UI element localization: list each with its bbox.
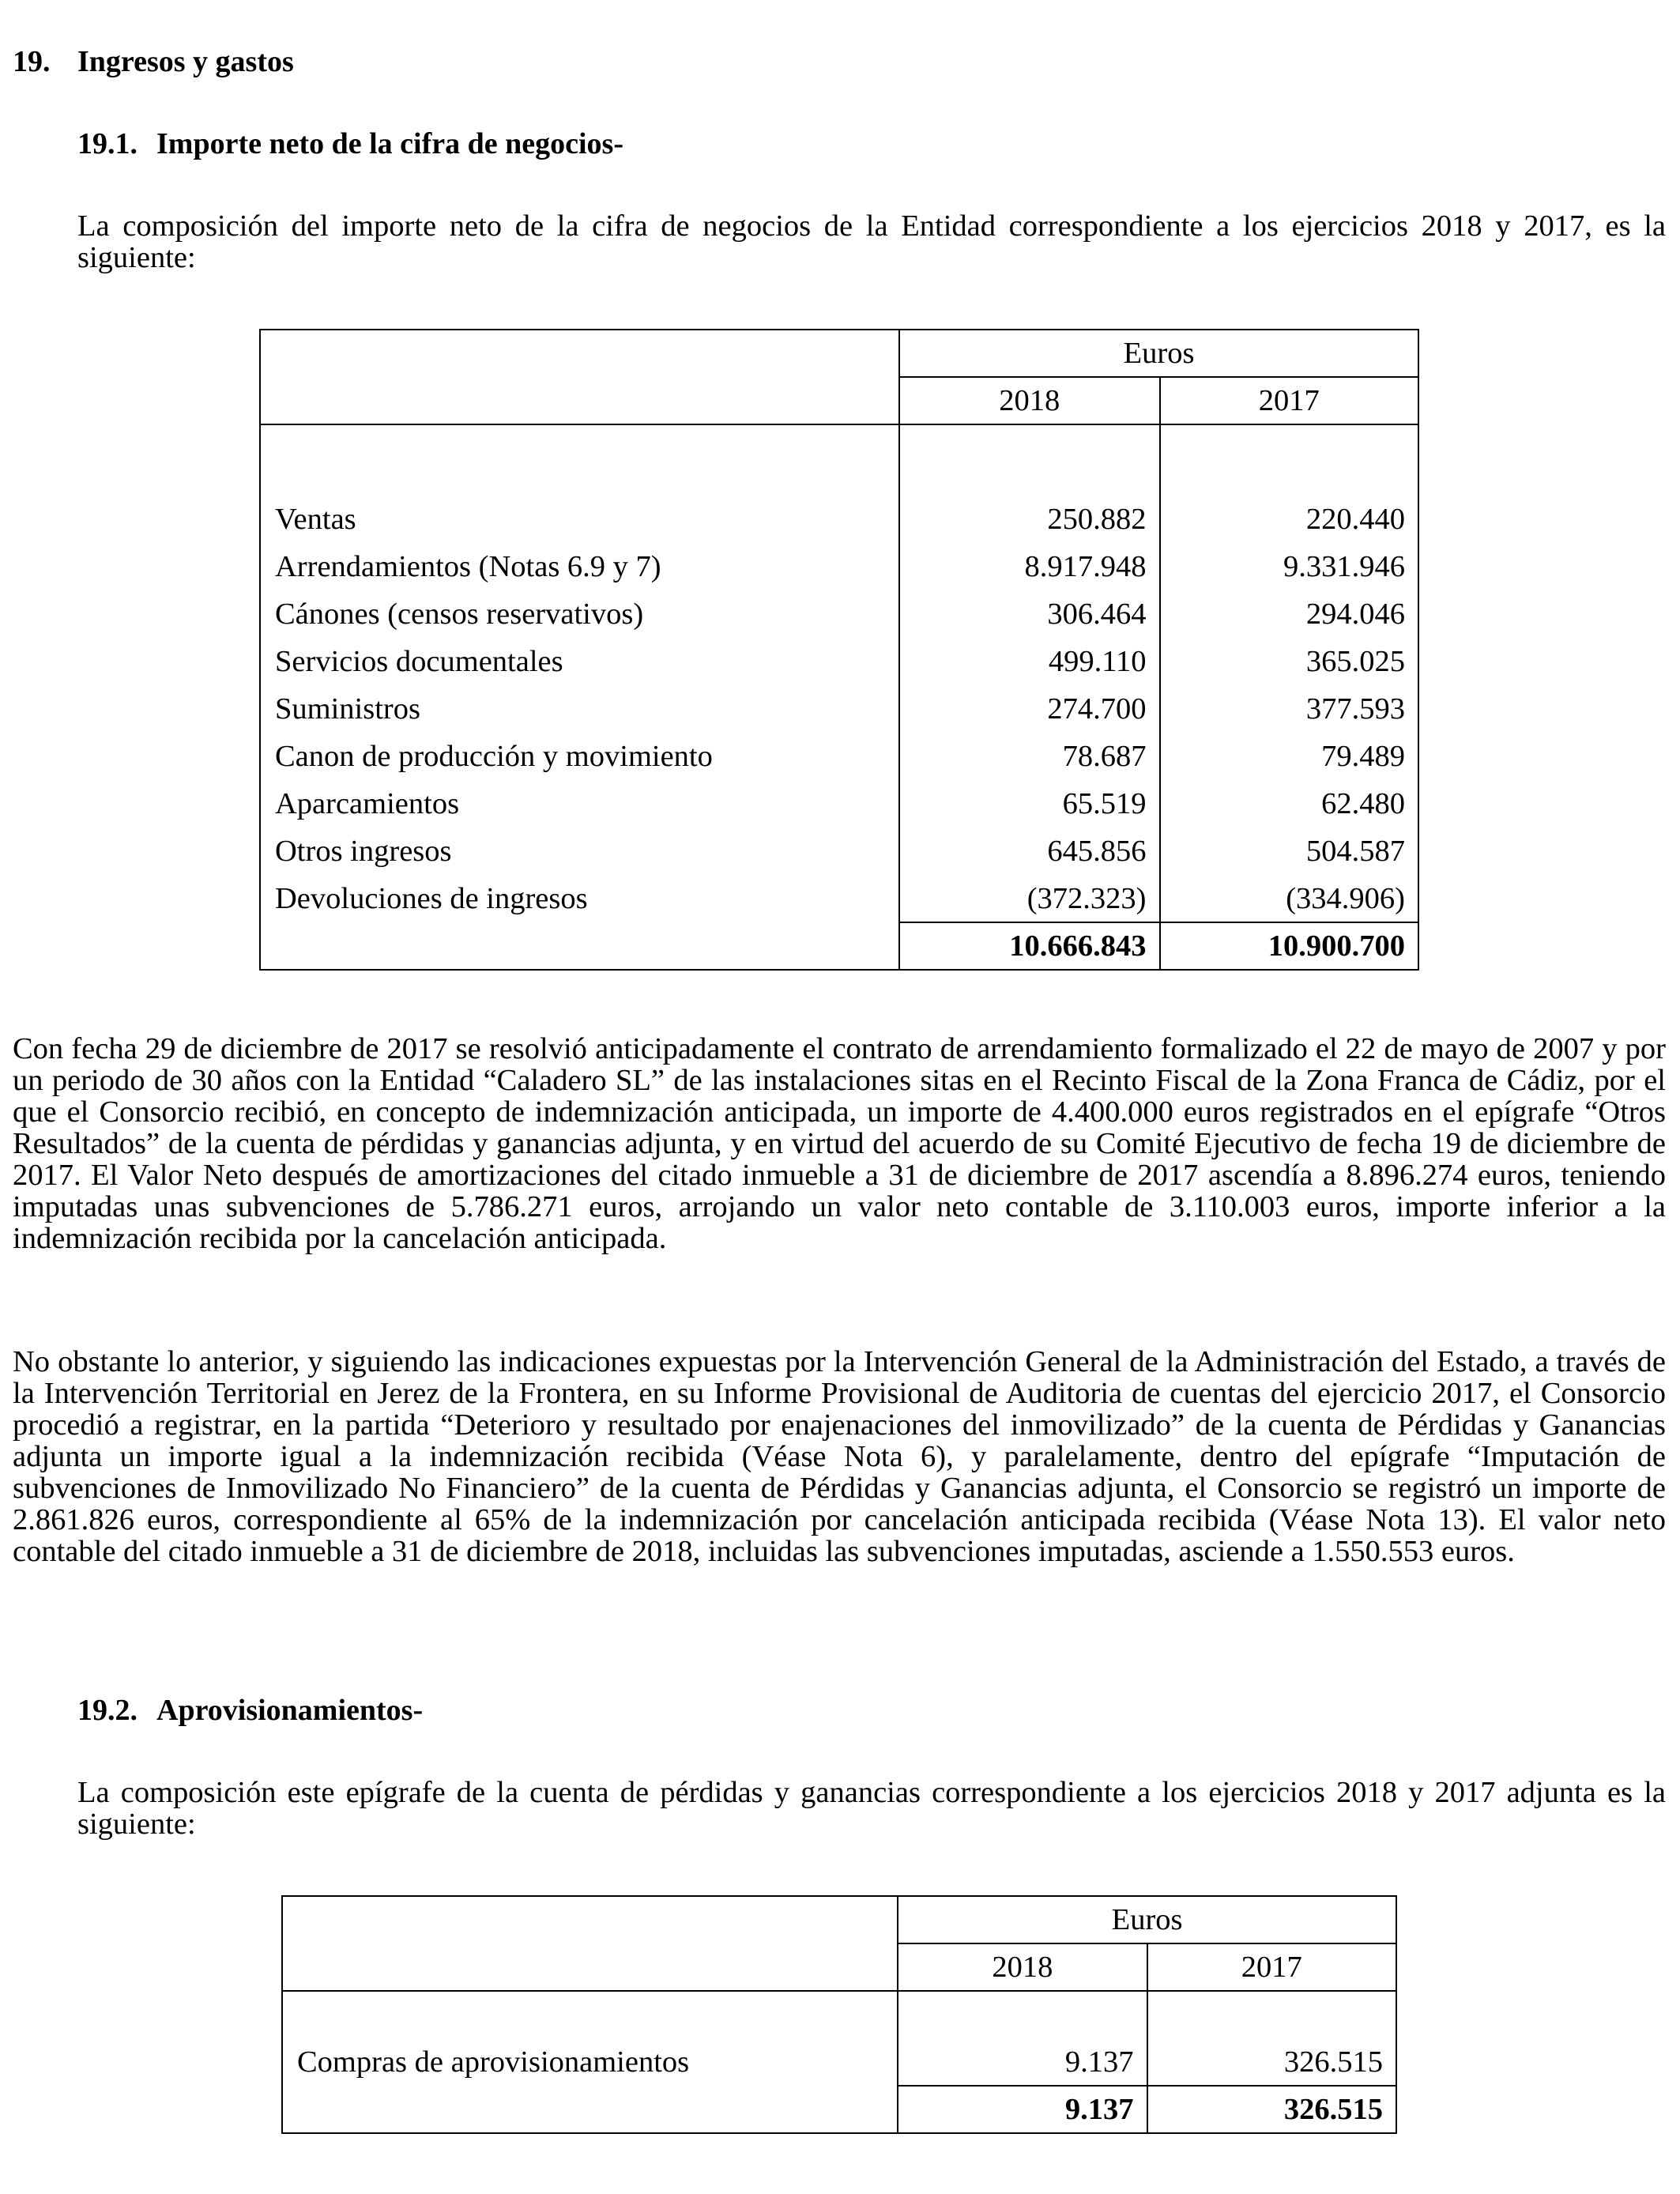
value-2017: 9.331.946 <box>1160 543 1418 590</box>
table-row <box>260 875 1418 922</box>
value-2018: 9.137 <box>898 2038 1147 2086</box>
supplies-table <box>281 1895 1397 2134</box>
value-2017: 62.480 <box>1160 780 1418 827</box>
year-2017-header: 2017 <box>1147 1943 1396 1991</box>
table-row <box>260 780 1418 827</box>
sub1-intro-paragraph: La composición del importe neto de la cifra de negocios de la Entidad correspondiente a los ejercicios 2018 y 2017, es la siguiente: <box>77 209 1666 274</box>
row-label: Arrendamientos (Notas 6.9 y 7) <box>275 550 661 583</box>
row-label: Aparcamientos <box>275 787 460 820</box>
total-2017: 10.900.700 <box>1160 922 1418 970</box>
table-row <box>260 827 1418 875</box>
table-total-row <box>282 2086 1396 2133</box>
value-2018: 306.464 <box>899 590 1159 638</box>
row-label: Suministros <box>275 692 420 726</box>
row-label: Devoluciones de ingresos <box>275 882 588 915</box>
value-2017: 365.025 <box>1160 638 1418 685</box>
section-number: 19. <box>13 45 51 78</box>
value-2017: 294.046 <box>1160 590 1418 638</box>
sub1-paragraph-caladero: Con fecha 29 de diciembre de 2017 se resolvió anticipadamente el contrato de arrendamiento formalizado el 22 de mayo de 2007 y por un periodo de 30 años con la Entidad “Caladero SL” de las instalaciones sitas en el Recinto Fiscal de la Zona Franca de Cádiz, por el que el Consorcio recibió, en concepto de indemnización anticipada, un importe de 4.400.000 euros registrados en el epígrafe “Otros Resultados” de la cuenta de pérdidas y ganancias adjunta, y en virtud del acuerdo de su Comité Ejecutivo de fecha 19 de diciembre de 2017. El Valor Neto después de amortizaciones del citado inmueble a 31 de diciembre de 2017 ascendía a 8.896.274 euros, teniendo imputadas unas subvenciones de 5.786.271 euros, arrojando un valor neto contable de 3.110.003 euros, importe inferior a la indemnización recibida por la cancelación anticipada. <box>13 1032 1666 1255</box>
value-2017: 326.515 <box>1147 2038 1396 2086</box>
value-2018: 645.856 <box>899 827 1159 875</box>
sub1-paragraph-intervencion: No obstante lo anterior, y siguiendo las indicaciones expuestas por la Intervención General de la Administración del Estado, a través de la Intervención Territorial en Jerez de la Frontera, en su Informe Provisional de Auditoria de cuentas del ejercicio 2017, el Consorcio procedió a registrar, en la partida “Deterioro y resultado por enajenaciones del inmovilizado” de la cuenta de Pérdidas y Ganancias adjunta un importe igual a la indemnización recibida (Véase Nota 6), y paralelamente, dentro del epígrafe “Imputación de subvenciones de Inmovilizado No Financiero” de la cuenta de Pérdidas y Ganancias adjunta, el Consorcio se registró un importe de 2.861.826 euros, correspondiente al 65% de la indemnización por cancelación anticipada recibida (Véase Nota 13). El valor neto contable del citado inmueble a 31 de diciembre de 2018, incluidas las subvenciones imputadas, asciende a 1.550.553 euros. <box>13 1345 1666 1568</box>
total-2018: 10.666.843 <box>899 922 1159 970</box>
total-2018: 9.137 <box>898 2086 1147 2133</box>
value-2018: 78.687 <box>899 733 1159 780</box>
table-spacer-row <box>260 424 1418 496</box>
revenue-table <box>259 329 1419 971</box>
table-total-row <box>260 922 1418 970</box>
total-2017: 326.515 <box>1147 2086 1396 2133</box>
value-2018: 250.882 <box>899 496 1159 543</box>
year-2018-header: 2018 <box>898 1943 1147 1991</box>
table-header-currency-row <box>260 330 1418 377</box>
row-label: Ventas <box>275 503 356 536</box>
row-label: Servicios documentales <box>275 645 563 678</box>
table-header-currency-row <box>282 1896 1396 1943</box>
table-row <box>260 638 1418 685</box>
value-2017: 504.587 <box>1160 827 1418 875</box>
table-row <box>260 685 1418 733</box>
table-row <box>260 733 1418 780</box>
table-header-years-row <box>260 377 1418 424</box>
year-2017-header: 2017 <box>1160 377 1418 424</box>
value-2017: 220.440 <box>1160 496 1418 543</box>
value-2018: 499.110 <box>899 638 1159 685</box>
subsection-title: Aprovisionamientos- <box>156 1694 424 1727</box>
table-row <box>260 496 1418 543</box>
table-row <box>260 590 1418 638</box>
subsection-heading-19-2 <box>77 1693 423 1728</box>
row-label: Compras de aprovisionamientos <box>297 2045 690 2079</box>
row-label: Canon de producción y movimiento <box>275 740 713 773</box>
value-2018: 65.519 <box>899 780 1159 827</box>
subsection-title: Importe neto de la cifra de negocios- <box>156 127 623 160</box>
section-title: Ingresos y gastos <box>77 45 294 78</box>
row-label: Otros ingresos <box>275 835 452 868</box>
currency-header: Euros <box>899 330 1418 377</box>
subsection-heading-19-1 <box>77 126 623 161</box>
value-2017: 79.489 <box>1160 733 1418 780</box>
value-2018: 8.917.948 <box>899 543 1159 590</box>
currency-header: Euros <box>898 1896 1396 1943</box>
value-2017: (334.906) <box>1160 875 1418 922</box>
year-2018-header: 2018 <box>899 377 1159 424</box>
subsection-number: 19.1. <box>77 127 137 160</box>
value-2018: 274.700 <box>899 685 1159 733</box>
table-row <box>260 543 1418 590</box>
value-2018: (372.323) <box>899 875 1159 922</box>
value-2017: 377.593 <box>1160 685 1418 733</box>
table-header-years-row <box>282 1943 1396 1991</box>
row-label: Cánones (censos reservativos) <box>275 598 644 631</box>
table-row <box>282 2038 1396 2086</box>
subsection-number: 19.2. <box>77 1694 137 1727</box>
table-spacer-row <box>282 1991 1396 2038</box>
sub2-intro-paragraph: La composición este epígrafe de la cuenta de pérdidas y ganancias correspondiente a los ejercicios 2018 y 2017 adjunta es la siguiente: <box>77 1776 1666 1841</box>
section-heading <box>13 44 294 79</box>
